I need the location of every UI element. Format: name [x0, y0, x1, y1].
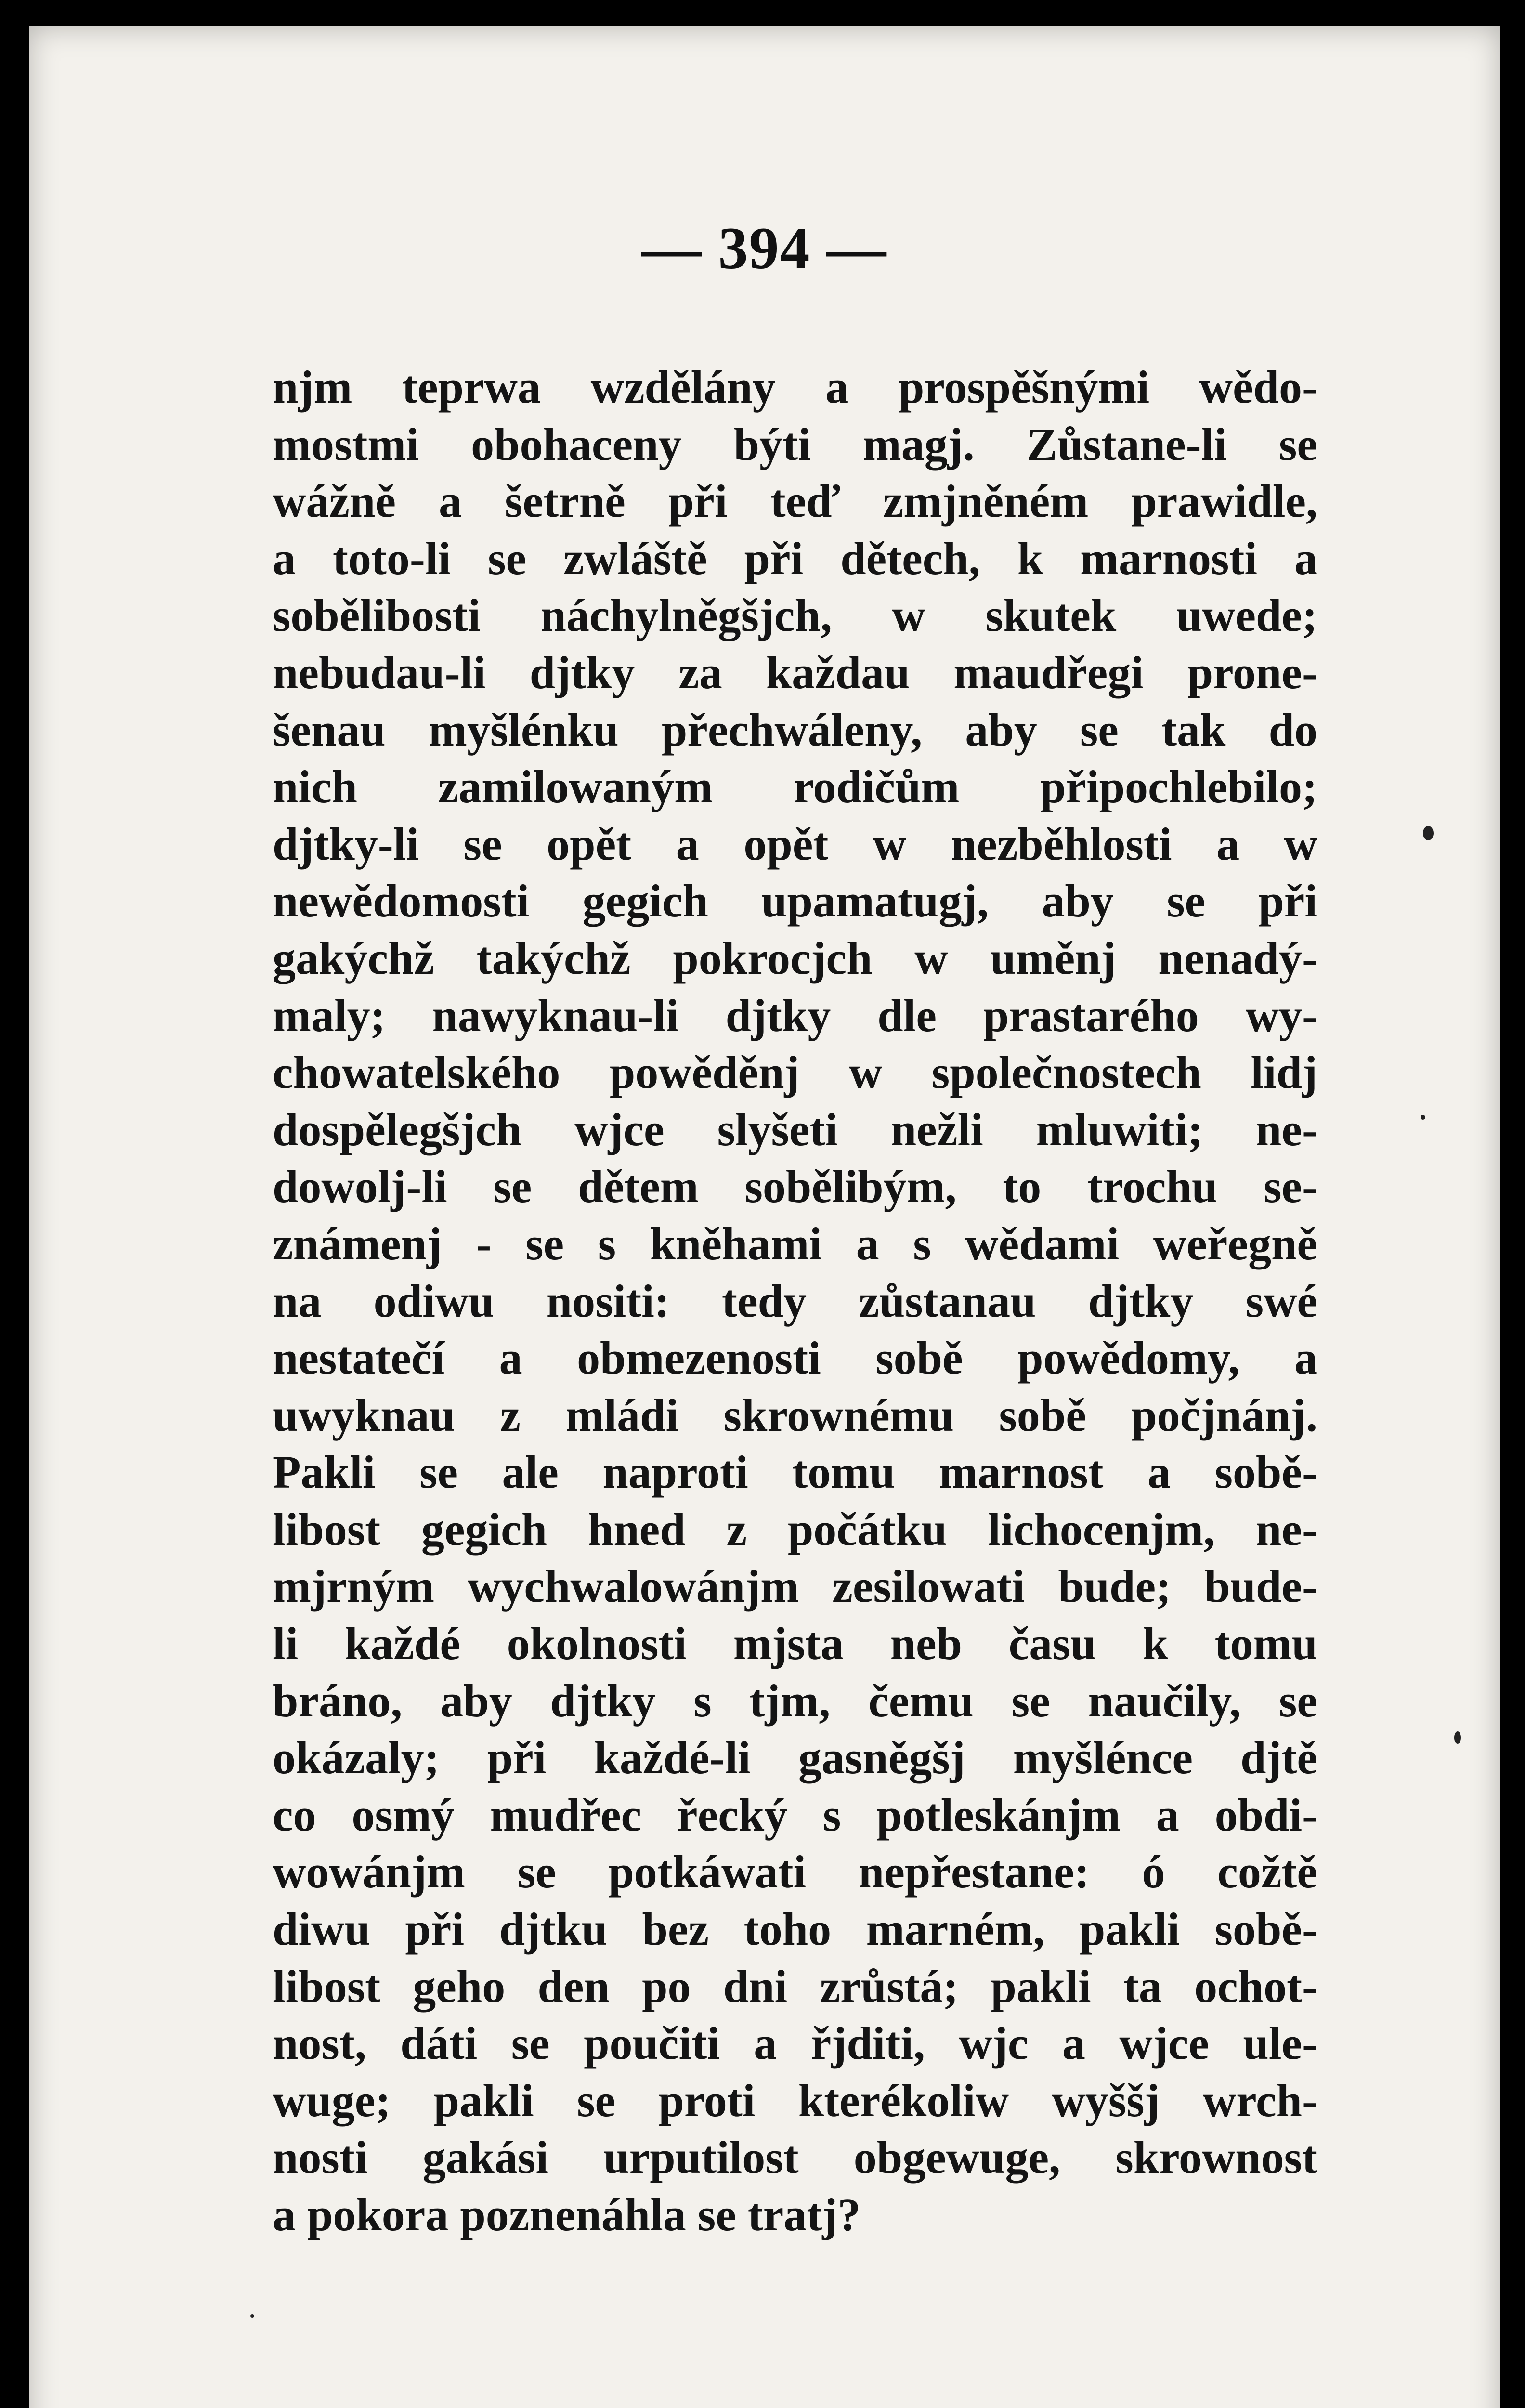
- text-line: wowánjm se potkáwati nepřestane: ó cožtě: [273, 1846, 1317, 1898]
- text-line: dospělegšjch wjce slyšeti nežli mluwiti; ne-: [273, 1103, 1317, 1155]
- text-line: a pokora poznenáhla se tratj?: [273, 2189, 861, 2240]
- text-line: nestatečí a obmezenosti sobě powědomy, a: [273, 1332, 1317, 1384]
- scan-speck: [250, 2314, 254, 2318]
- body-text: [273, 359, 1317, 2244]
- text-line: maly; nawyknau-li djtky dle prastarého wy-: [273, 989, 1317, 1041]
- text-line: libost geho den po dni zrůstá; pakli ta ochot-: [273, 1960, 1317, 2012]
- scan-speck: [1454, 1731, 1461, 1744]
- text-line: njm teprwa wzdělány a prospěšnými wědo-: [273, 361, 1317, 413]
- text-line: známenj - se s kněhami a s wědami weřegně: [273, 1217, 1317, 1269]
- text-line: chowatelského powěděnj w společnostech lidj: [273, 1047, 1317, 1099]
- text-line: diwu při djtku bez toho marném, pakli sobě-: [273, 1903, 1317, 1955]
- text-line: sobělibosti náchylněgšjch, w skutek uwede;: [273, 589, 1317, 641]
- text-line: co osmý mudřec řecký s potleskánjm a obdi-: [273, 1789, 1317, 1841]
- text-line: na odiwu nositi: tedy zůstanau djtky swé: [273, 1275, 1317, 1327]
- text-line: li každé okolnosti mjsta neb času k tomu: [273, 1618, 1317, 1670]
- text-line: dowolj-li se dětem sobělibým, to trochu se-: [273, 1161, 1317, 1213]
- text-line: libost gegich hned z počátku lichocenjm, ne-: [273, 1503, 1317, 1555]
- book-page: [29, 26, 1500, 2408]
- text-line: djtky-li se opět a opět w nezběhlosti a w: [273, 818, 1317, 870]
- text-line: šenau myšlénku přechwáleny, aby se tak do: [273, 704, 1317, 756]
- text-line: a toto-li se zwláště při dětech, k marnosti a: [273, 532, 1317, 584]
- text-line: mostmi obohaceny býti magj. Zůstane-li se: [273, 418, 1317, 470]
- text-line: nosti gakási urputilost obgewuge, skrownost: [273, 2132, 1317, 2184]
- text-line: wážně a šetrně při teď zmjněném prawidle,: [273, 475, 1317, 527]
- text-line: Pakli se ale naproti tomu marnost a sobě-: [273, 1446, 1317, 1498]
- text-line: nich zamilowaným rodičům připochlebilo;: [273, 761, 1317, 813]
- scan-speck: [1423, 826, 1434, 840]
- text-line: mjrným wychwalowánjm zesilowati bude; bude-: [273, 1560, 1317, 1612]
- text-line: bráno, aby djtky s tjm, čemu se naučily, se: [273, 1675, 1317, 1727]
- text-line: newědomosti gegich upamatugj, aby se při: [273, 875, 1317, 927]
- scan-speck: [1421, 1115, 1425, 1120]
- text-line: nebudau-li djtky za každau maudřegi prone-: [273, 646, 1317, 698]
- text-line: okázaly; při každé-li gasněgšj myšlénce djtě: [273, 1732, 1317, 1784]
- text-line: nost, dáti se poučiti a řjditi, wjc a wjce ule-: [273, 2017, 1317, 2069]
- text-line: gakýchž takýchž pokrocjch w uměnj nenadý-: [273, 932, 1317, 984]
- text-line: uwyknau z mládi skrownému sobě počjnánj.: [273, 1389, 1317, 1441]
- page-number-header: — 394 —: [641, 215, 887, 281]
- text-line: wuge; pakli se proti kterékoliw wyššj wrch-: [273, 2074, 1317, 2126]
